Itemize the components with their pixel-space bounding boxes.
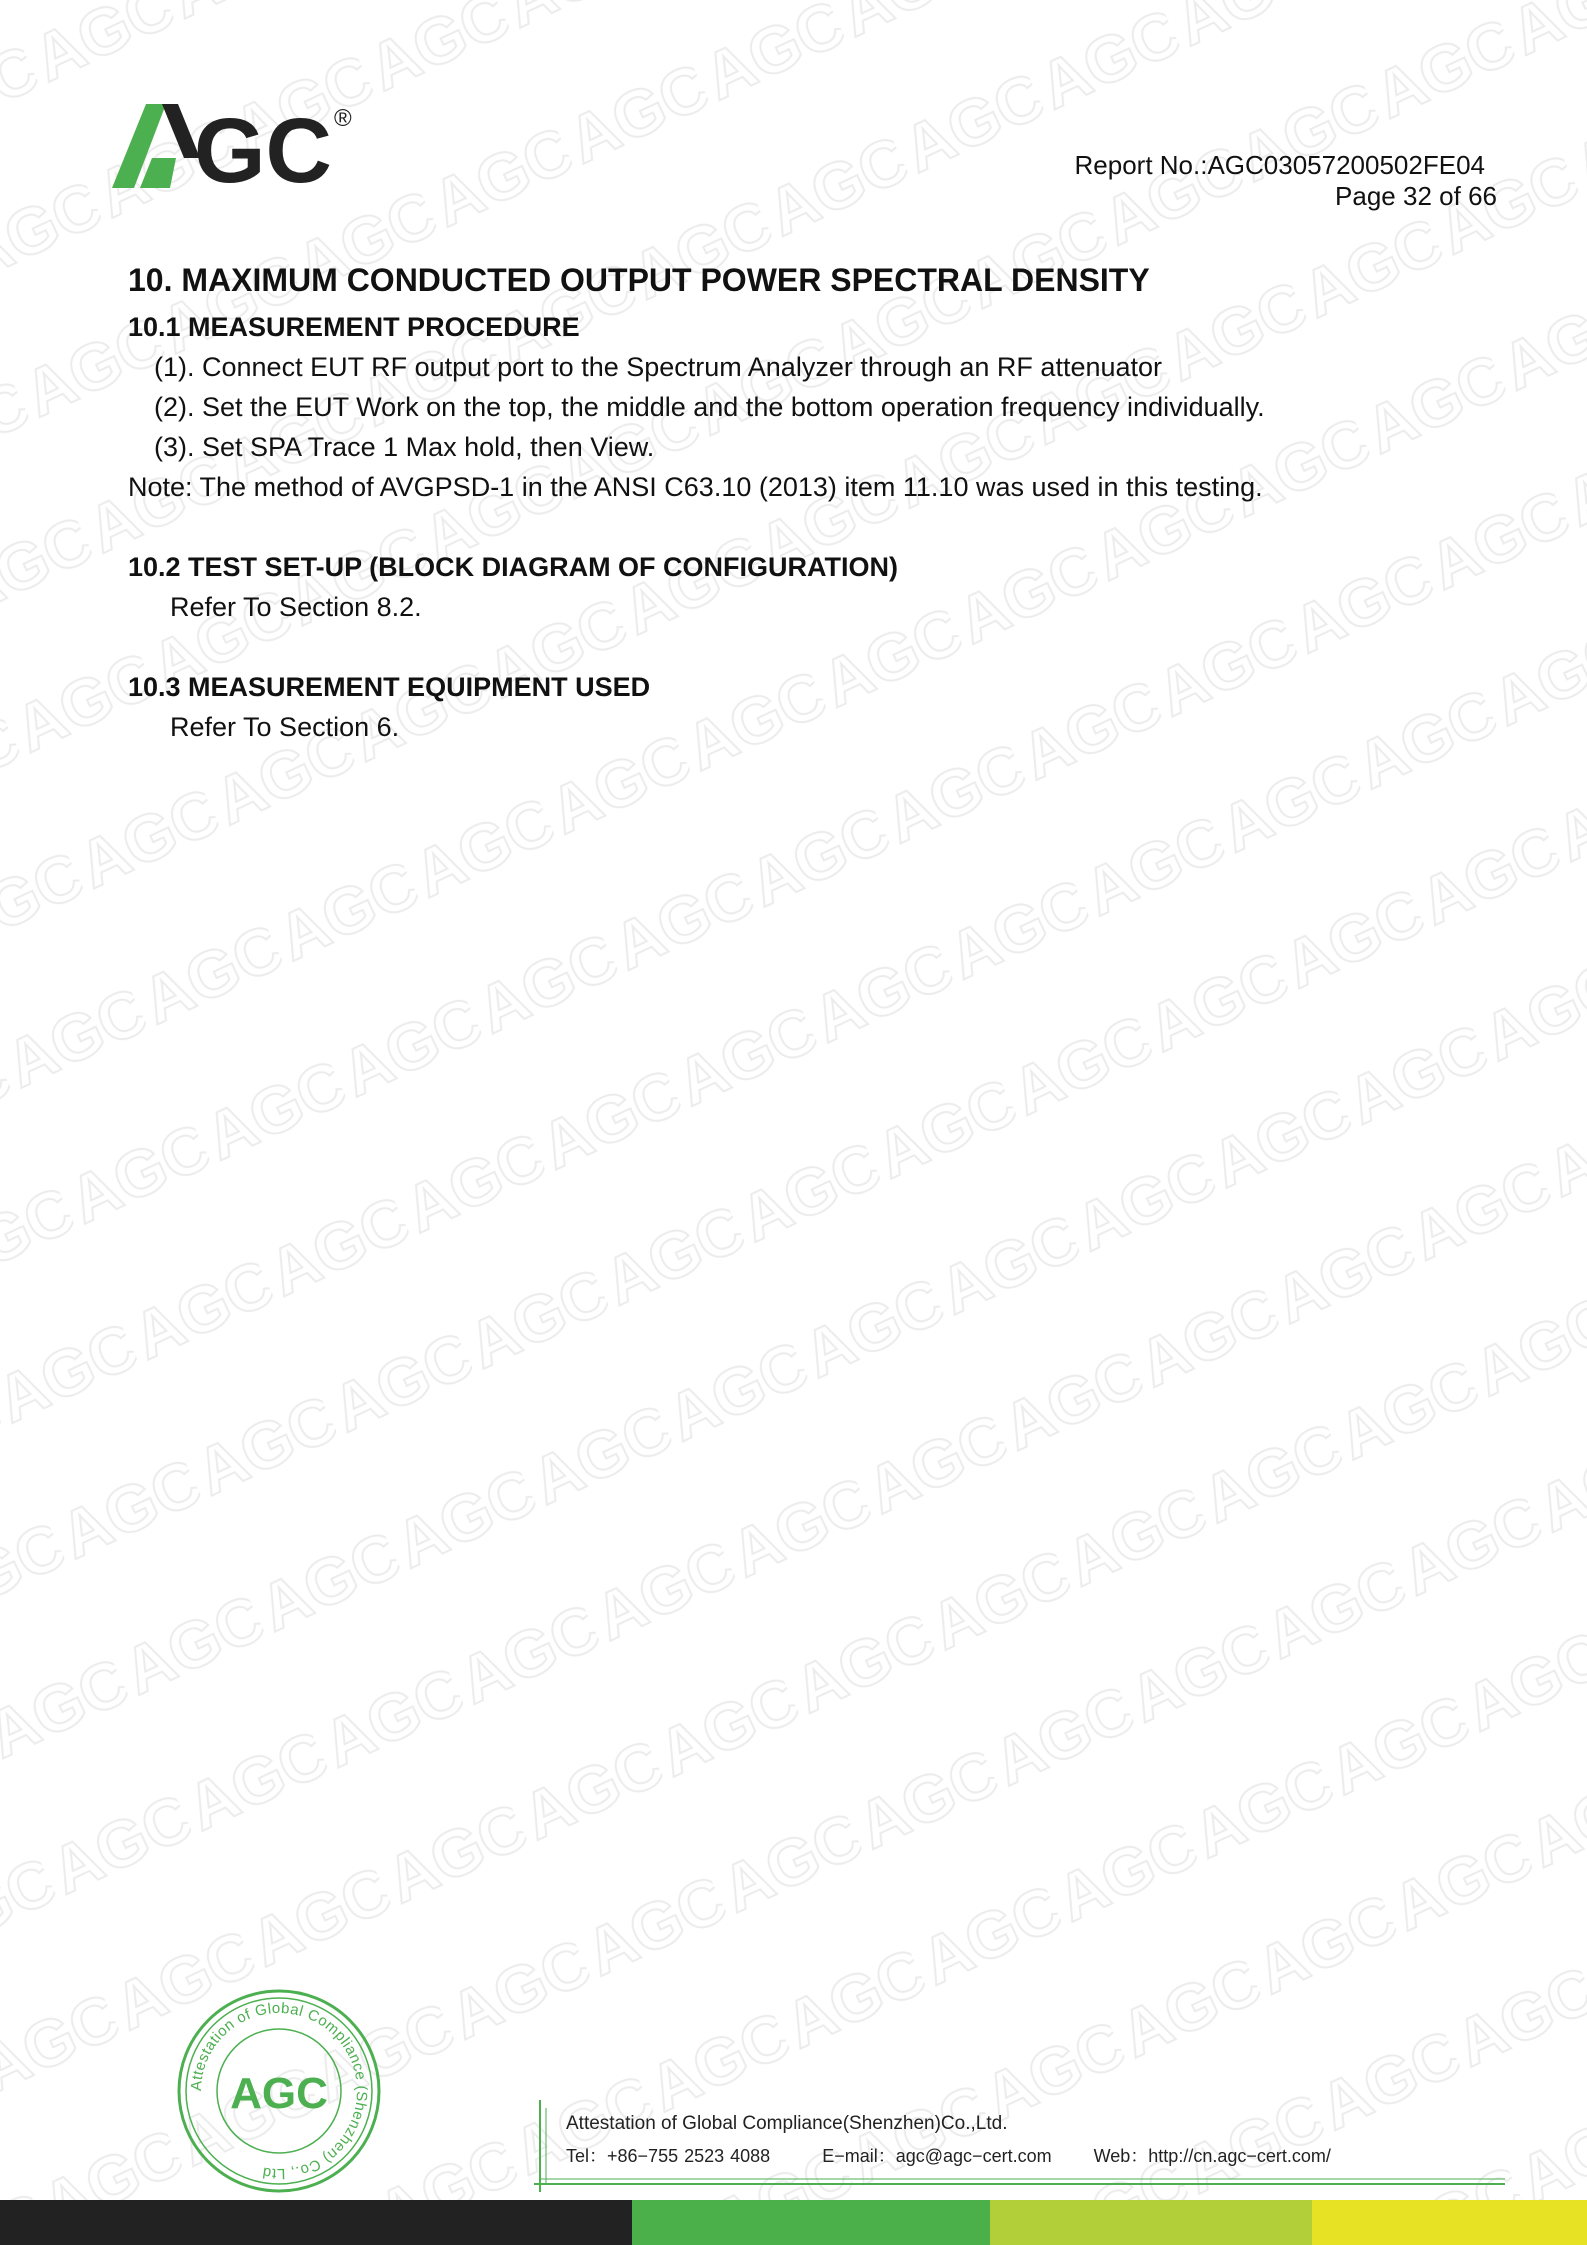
page-total: 66 (1468, 181, 1497, 211)
subsection-title-test-setup: 10.2 TEST SET-UP (BLOCK DIAGRAM OF CONFIGURATION) (128, 552, 899, 582)
registered-mark: ® (334, 105, 352, 132)
subsection-title-equipment: 10.3 MEASUREMENT EQUIPMENT USED (128, 672, 651, 702)
page-of: of (1439, 181, 1461, 211)
procedure-step-2: (2). Set the EUT Work on the top, the middle and the bottom operation frequency individually. (154, 392, 1265, 422)
agc-logo (112, 96, 372, 196)
seal-logo: AGC (230, 2069, 328, 2118)
footer-bar-green (632, 2200, 990, 2245)
footer-email: E−mail：agc@agc−cert.com (822, 2146, 1052, 2166)
footer-web: Web：http://cn.agc−cert.com/ (1093, 2146, 1331, 2166)
footer-bar-yellow (1312, 2200, 1587, 2245)
page-current: 32 (1403, 181, 1432, 211)
footer-bar-lime (990, 2200, 1312, 2245)
subsection-title-measurement-procedure: 10.1 MEASUREMENT PROCEDURE (128, 312, 580, 342)
page-word: Page (1335, 181, 1396, 211)
section-title: 10. MAXIMUM CONDUCTED OUTPUT POWER SPECTRAL DENSITY (128, 262, 1150, 298)
report-number: Report No.:AGC03057200502FE04 (1074, 150, 1485, 180)
procedure-step-3: (3). Set SPA Trace 1 Max hold, then View. (154, 432, 655, 462)
footer-bar-dark (0, 2200, 632, 2245)
svg-text:Attestation of Global Complian: Attestation of Global Compliance (Shenzhen) Co., Ltd (187, 1999, 371, 2183)
company-seal (176, 1988, 382, 2194)
equipment-reference: Refer To Section 6. (170, 712, 400, 742)
procedure-note: Note: The method of AVGPSD-1 in the ANSI C63.10 (2013) item 11.10 was used in this testing. (128, 472, 1263, 502)
footer-company-name: Attestation of Global Compliance(Shenzhen)Co.,Ltd. (566, 2113, 1008, 2134)
test-setup-reference: Refer To Section 8.2. (170, 592, 422, 622)
footer-tel: Tel：+86−755 2523 4088 (566, 2146, 771, 2166)
procedure-step-1: (1). Connect EUT RF output port to the Spectrum Analyzer through an RF attenuator (154, 352, 1163, 382)
page-number (1335, 181, 1497, 212)
footer-contact (566, 2142, 1331, 2168)
svg-text:GC: GC (194, 100, 332, 196)
